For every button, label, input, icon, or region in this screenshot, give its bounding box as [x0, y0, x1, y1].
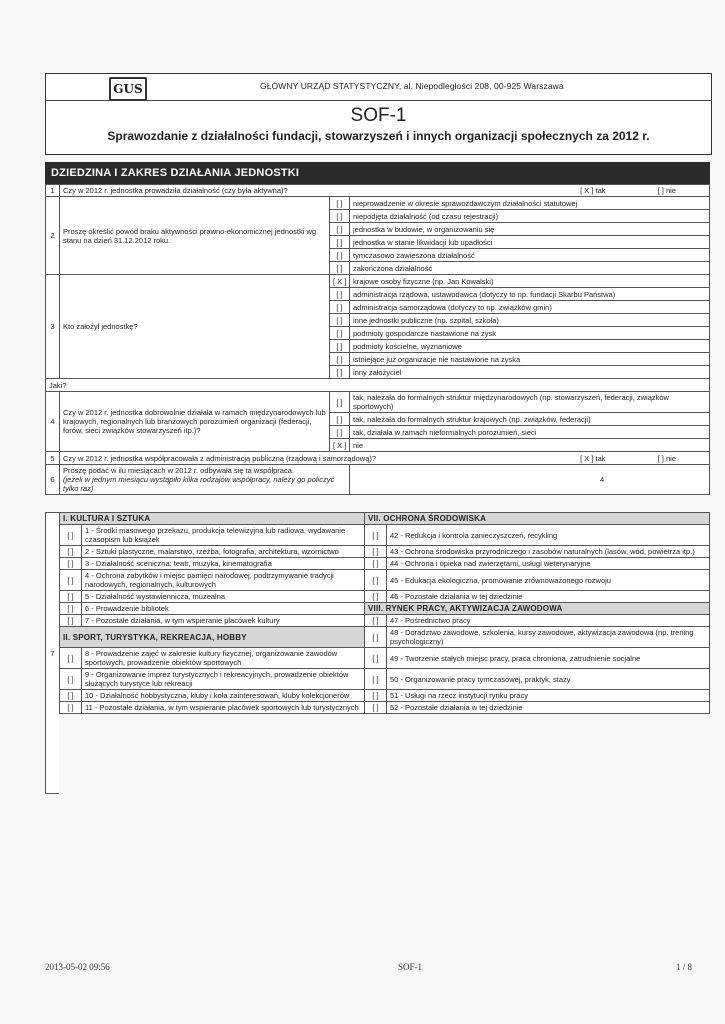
- option-checkbox[interactable]: [ ]: [330, 288, 350, 301]
- option-checkbox[interactable]: [ ]: [330, 262, 350, 275]
- category-label: 6 - Prowadzenie bibliotek: [82, 603, 365, 615]
- option-label: zakończona działalność: [350, 262, 710, 275]
- category-heading: VII. OCHRONA ŚRODOWISKA: [365, 513, 710, 525]
- category-checkbox[interactable]: [ ]: [365, 525, 387, 546]
- question-number: 3: [46, 275, 60, 379]
- category-label: 51 - Usługi na rzecz instytucji rynku pracy: [387, 690, 710, 702]
- category-checkbox[interactable]: [ ]: [365, 627, 387, 648]
- category-checkbox[interactable]: [ ]: [365, 615, 387, 627]
- option-checkbox[interactable]: [ ]: [330, 366, 350, 379]
- question-text: Proszę podać w ilu miesiącach w 2012 r. odbywała się ta współpraca.: [63, 466, 294, 475]
- category-label: 50 - Organizowanie pracy tymczasowej, praktyk, staży: [387, 669, 710, 690]
- category-label: 2 - Sztuki plastyczne, malarstwo, rzeźba, fotografia, architektura, wzornictwo: [82, 546, 365, 558]
- category-checkbox[interactable]: [ ]: [60, 558, 82, 570]
- category-label: 4 - Ochrona zabytków i miejsc pamięci narodowej, podtrzymywanie tradycji narodowych, regionalnych, kulturowych: [82, 570, 365, 591]
- option-checkbox[interactable]: [ ]: [330, 223, 350, 236]
- category-checkbox[interactable]: [ ]: [60, 570, 82, 591]
- question-number: 5: [46, 452, 60, 465]
- other-founder-row: [46, 379, 710, 392]
- question-text: Czy w 2012 r. jednostka prowadziła działalność (czy była aktywna)?: [63, 186, 288, 195]
- category-checkbox[interactable]: [ ]: [365, 669, 387, 690]
- category-checkbox[interactable]: [ ]: [60, 603, 82, 615]
- category-label: 42 - Redukcja i kontrola zanieczyszczeń, recykling: [387, 525, 710, 546]
- category-checkbox[interactable]: [ ]: [60, 648, 82, 669]
- option-label: istniejące już organizacje nie nastawione na zyska: [350, 353, 710, 366]
- footer-form-code: SOF-1: [398, 962, 423, 972]
- option-label: tymczasowo zawieszona działalność: [350, 249, 710, 262]
- option-label: tak, działała w ramach nieformalnych porozumień, sieci: [350, 426, 710, 439]
- option-checkbox[interactable]: [ ]: [330, 210, 350, 223]
- no-label: nie: [666, 186, 677, 195]
- activity-categories-table: [59, 512, 710, 714]
- category-row: [60, 513, 710, 525]
- option-label: jednostka w stanie likwidacji lub upadłości: [350, 236, 710, 249]
- category-row: [60, 570, 710, 591]
- category-checkbox[interactable]: [ ]: [60, 702, 82, 714]
- category-label: 44 - Ochrona i opieka nad zwierzętami, usługi weterynaryjne: [387, 558, 710, 570]
- option-checkbox[interactable]: [ ]: [330, 236, 350, 249]
- question-note: (jeżeli w jednym miesiącu wystąpiło kilka rodzajów współpracy, należy go policzyć tylko raz): [63, 475, 335, 493]
- category-label: 49 - Tworzenie stałych miejsc pracy, praca chroniona, zatrudnienie socjalne: [387, 648, 710, 669]
- category-label: 5 - Działalność wystawiennicza, muzealna: [82, 591, 365, 603]
- form-code: SOF-1: [350, 105, 407, 126]
- category-label: 8 - Prowadzenie zajęć w zakresie kultury fizycznej, organizowanie zawodów sportowych, prowadzenie obiektów sportowych: [82, 648, 365, 669]
- form-title: Sprawozdanie z działalności fundacji, stowarzyszeń i innych organizacji społecznych za 2012 r.: [107, 129, 650, 143]
- question-6-row: [46, 465, 710, 495]
- option-label: podmioty gospodarcze nastawione na zysk: [350, 327, 710, 340]
- category-checkbox[interactable]: [ ]: [365, 570, 387, 591]
- category-row: [60, 591, 710, 603]
- option-label: administracja rządowa, ustawodawca (dotyczy to np. fundacji Skarbu Państwa): [350, 288, 710, 301]
- option-checkbox[interactable]: [ ]: [330, 327, 350, 340]
- category-row: [60, 615, 710, 627]
- no-label: nie: [666, 453, 677, 463]
- category-label: 45 - Edukacja ekologiczna, promowanie zrównoważonego rozwoju: [387, 570, 710, 591]
- footer-page-number: 1 / 8: [676, 962, 693, 972]
- gus-logo: GUS: [109, 77, 147, 101]
- category-checkbox[interactable]: [ ]: [365, 591, 387, 603]
- category-label: 3 - Działalność sceniczna: teatr, muzyka, kinematografia: [82, 558, 365, 570]
- option-checkbox[interactable]: [ ]: [330, 249, 350, 262]
- other-founder-field[interactable]: [46, 379, 710, 392]
- option-label: nieprowadzenie w okresie sprawozdawczym działalności statutowej: [350, 197, 710, 210]
- question-1-row: [46, 185, 710, 197]
- category-row: [60, 690, 710, 702]
- question-number: 1: [46, 185, 60, 197]
- question-7-number: 7: [45, 512, 59, 794]
- footer-datetime: 2013-05-02 09:56: [45, 962, 110, 972]
- category-checkbox[interactable]: [ ]: [60, 546, 82, 558]
- option-label: inne jednostki publiczne (np. szpital, szkoła): [350, 314, 710, 327]
- option-checkbox[interactable]: [ ]: [330, 197, 350, 210]
- option-checkbox[interactable]: [ ]: [330, 340, 350, 353]
- question-number: 6: [46, 465, 60, 495]
- category-checkbox[interactable]: [ ]: [365, 648, 387, 669]
- questions-table: [45, 184, 710, 495]
- option-checkbox[interactable]: [ ]: [330, 392, 350, 413]
- form-header: [45, 73, 712, 155]
- category-heading: VIII. RYNEK PRACY, AKTYWIZACJA ZAWODOWA: [365, 603, 710, 615]
- category-checkbox[interactable]: [ ]: [365, 690, 387, 702]
- option-label: inny założyciel: [350, 366, 710, 379]
- option-label: tak, należała do formalnych struktur krajowych (np. związków, federacji): [350, 413, 710, 426]
- option-checkbox[interactable]: [ ]: [330, 353, 350, 366]
- category-label: 9 - Organizowanie imprez turystycznych i rekreacyjnych, prowadzenie obiektów służących turystyce lub rekreacji: [82, 669, 365, 690]
- category-label: 11 - Pozostałe działania, w tym wspieranie placówek sportowych lub turystycznych: [82, 702, 365, 714]
- category-checkbox[interactable]: [ ]: [60, 591, 82, 603]
- category-row: [60, 546, 710, 558]
- option-checkbox[interactable]: [ ]: [330, 413, 350, 426]
- question-4-row: [46, 392, 710, 413]
- category-checkbox[interactable]: [ ]: [60, 669, 82, 690]
- question-text: Czy w 2012 r. jednostka współpracowała z administracją publiczną (rządową i samorządową)?: [63, 453, 377, 463]
- option-label: niepodjęta działalność (od czasu rejestracji): [350, 210, 710, 223]
- category-label: 47 - Pośrednictwo pracy: [387, 615, 710, 627]
- option-checkbox[interactable]: [ X ]: [330, 275, 350, 288]
- category-checkbox[interactable]: [ ]: [60, 690, 82, 702]
- category-heading: I. KULTURA I SZTUKA: [60, 513, 365, 525]
- category-label: 1 - Środki masowego przekazu, produkcja telewizyjna lub radiowa, wydawanie czasopism lub książek: [82, 525, 365, 546]
- option-checkbox[interactable]: [ ]: [330, 314, 350, 327]
- option-checkbox[interactable]: [ ]: [330, 426, 350, 439]
- category-row: [60, 702, 710, 714]
- category-label: 10 - Działalność hobbystyczna, kluby i koła zainteresowań, kluby kolekcjonerów: [82, 690, 365, 702]
- category-checkbox[interactable]: [ ]: [365, 558, 387, 570]
- category-checkbox[interactable]: [ ]: [365, 702, 387, 714]
- question-2-text: Proszę określić powód braku aktywności prawno-ekonomicznej jednostki wg stanu na dzień 31.12.2012 roku.: [60, 197, 330, 275]
- other-founder-label: Jaki?: [49, 380, 67, 390]
- header-org-row: [46, 74, 711, 101]
- category-checkbox[interactable]: [ ]: [60, 615, 82, 627]
- no-checkbox[interactable]: [ ]: [657, 186, 664, 195]
- question-number: 4: [46, 392, 60, 452]
- option-label: tak, należała do formalnych struktur międzynarodowych (np. stowarzyszeń, federacji, związków sportowych): [350, 392, 710, 413]
- option-label: administracja samorządowa (dotyczy to np. związków gmin): [350, 301, 710, 314]
- category-label: 43 - Ochrona środowiska przyrodniczego i zasobów naturalnych (lasów, wód, powietrza itp.): [387, 546, 710, 558]
- category-row: [60, 648, 710, 669]
- months-field[interactable]: [350, 465, 710, 495]
- yes-checkbox[interactable]: [ X ]: [580, 186, 594, 195]
- section-title: DZIEDZINA I ZAKRES DZIAŁANIA JEDNOSTKI: [45, 162, 710, 184]
- yes-label: tak: [595, 186, 606, 195]
- category-label: 7 - Pozostałe działania, w tym wspieranie placówek kultury: [82, 615, 365, 627]
- option-label: nie: [350, 439, 710, 452]
- category-row: [60, 603, 710, 615]
- yes-checkbox[interactable]: [ X ]: [580, 453, 594, 463]
- question-5: [60, 452, 710, 465]
- category-checkbox[interactable]: [ ]: [365, 546, 387, 558]
- question-4-text: Czy w 2012 r. jednostka dobrowolnie działała w ramach międzynarodowych lub krajowych, regionalnych lub branżowych porozumień organizacji (federacji, forów, sieci związków stowarzyszeń itp.)?: [60, 392, 330, 452]
- question-1: [60, 185, 710, 197]
- option-label: jednostka w budowie, w organizowaniu się: [350, 223, 710, 236]
- org-address: GŁÓWNY URZĄD STATYSTYCZNY, al. Niepodległości 208, 00-925 Warszawa: [260, 81, 564, 91]
- category-checkbox[interactable]: [ ]: [60, 525, 82, 546]
- months-value: 4: [600, 475, 605, 484]
- question-3-row: [46, 275, 710, 288]
- category-row: [60, 558, 710, 570]
- category-label: 46 - Pozostałe działania w tej dziedzinie: [387, 591, 710, 603]
- category-label: 48 - Doradztwo zawodowe, szkolenia, kursy zawodowe, aktywizacja zawodowa (np. trening psychologiczny): [387, 627, 710, 648]
- option-label: krajowe osoby fizyczne (np. Jan Kowalski): [350, 275, 710, 288]
- option-checkbox[interactable]: [ X ]: [330, 439, 350, 452]
- category-row: [60, 627, 710, 648]
- no-checkbox[interactable]: [ ]: [657, 453, 664, 463]
- question-6: [60, 465, 350, 495]
- question-5-row: [46, 452, 710, 465]
- option-checkbox[interactable]: [ ]: [330, 301, 350, 314]
- category-row: [60, 669, 710, 690]
- question-3-text: Kto założył jednostkę?: [60, 275, 330, 379]
- category-label: 52 - Pozostałe działania w tej dziedzinie: [387, 702, 710, 714]
- category-row: [60, 525, 710, 546]
- question-number: 2: [46, 197, 60, 275]
- question-2-row: [46, 197, 710, 210]
- category-heading: II. SPORT, TURYSTYKA, REKREACJA, HOBBY: [60, 627, 365, 648]
- option-label: podmioty kościelne, wyznaniowe: [350, 340, 710, 353]
- yes-label: tak: [595, 453, 606, 463]
